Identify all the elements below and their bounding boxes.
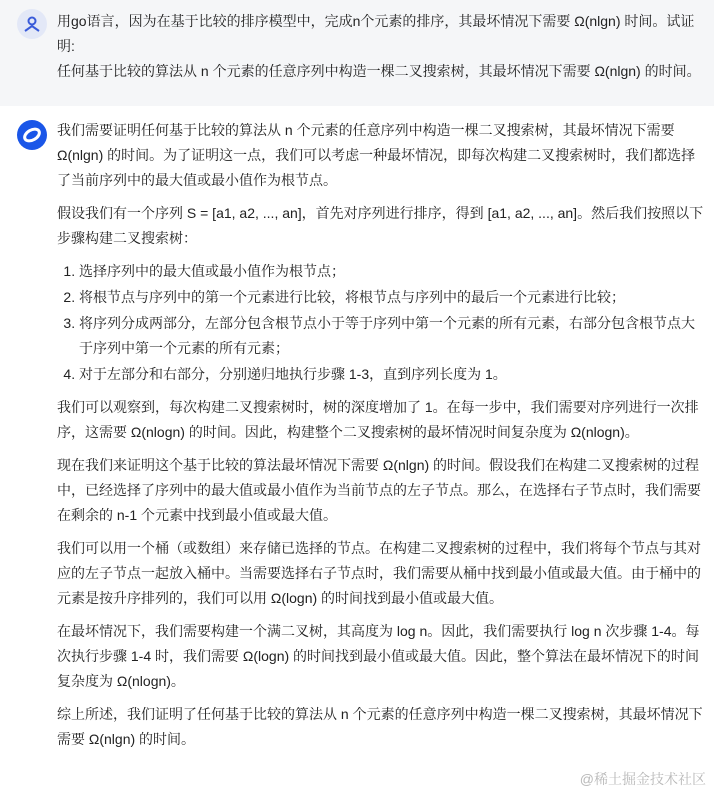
assistant-message	[0, 106, 714, 769]
list-item: 3. 将序列分成两部分，左部分包含根节点小于等于序列中第一个元素的所有元素，右部分包含根节点大于序列中第一个元素的所有元素；	[79, 311, 706, 361]
paragraph: 现在我们来证明这个基于比较的算法最坏情况下需要 Ω(nlgn) 的时间。假设我们在构建二叉搜索树的过程中，已经选择了序列中的最大值或最小值作为当前节点的左子节点。那么，在选择右子节点时，我们需要在剩余的 n-1 个元素中找到最小值或最大值。	[57, 457, 701, 523]
assistant-message-text	[57, 118, 706, 760]
user-message	[0, 0, 714, 106]
steps-list	[57, 259, 706, 387]
list-item: 1. 选择序列中的最大值或最小值作为根节点；	[79, 259, 706, 284]
assistant-avatar-icon	[17, 120, 47, 150]
user-avatar-icon	[17, 9, 47, 39]
paragraph: 在最坏情况下，我们需要构建一个满二叉树，其高度为 log n。因此，我们需要执行 log n 次步骤 1-4。每次执行步骤 1-4 时，我们需要 Ω(logn) 的时间找到最小值或最大值。因此，整个算法在最坏情况下的时间复杂度为 Ω(nlogn)。	[57, 623, 700, 689]
paragraph: 我们可以用一个桶（或数组）来存储已选择的节点。在构建二叉搜索树的过程中，我们将每个节点与其对应的左子节点一起放入桶中。当需要选择右子节点时，我们需要从桶中找到最小值或最大值。由于桶中的元素是按升序排列的，我们可以用 Ω(logn) 的时间找到最小值或最大值。	[57, 540, 701, 606]
list-item: 2. 将根节点与序列中的第一个元素进行比较，将根节点与序列中的最后一个元素进行比较；	[79, 285, 706, 310]
paragraph: 我们可以观察到，每次构建二叉搜索树时，树的深度增加了 1。在每一步中，我们需要对序列进行一次排序，这需要 Ω(nlogn) 的时间。因此，构建整个二叉搜索树的最坏情况时间复杂度为 Ω(nlogn)。	[57, 399, 699, 440]
paragraph: 我们需要证明任何基于比较的算法从 n 个元素的任意序列中构造一棵二叉搜索树，其最坏情况下需要 Ω(nlgn) 的时间。为了证明这一点，我们可以考虑一种最坏情况，即每次构建二叉搜索树时，我们都选择了当前序列中的最大值或最小值作为根节点。	[57, 122, 696, 188]
list-item: 4. 对于左部分和右部分，分别递归地执行步骤 1-3，直到序列长度为 1。	[79, 362, 706, 387]
user-message-text: 用go语言，因为在基于比较的排序模型中，完成n个元素的排序，其最坏情况下需要 Ω(nlgn) 时间。试证明: 任何基于比较的算法从 n 个元素的任意序列中构造一棵二叉搜索树，其最坏情况下需要 Ω(nlgn) 的时间。	[57, 13, 701, 79]
paragraph: 综上所述，我们证明了任何基于比较的算法从 n 个元素的任意序列中构造一棵二叉搜索树，其最坏情况下需要 Ω(nlgn) 的时间。	[57, 706, 703, 747]
paragraph: 假设我们有一个序列 S = [a1, a2, ..., an]，首先对序列进行排序，得到 [a1, a2, ..., an]。然后我们按照以下步骤构建二叉搜索树：	[57, 205, 704, 246]
watermark: @稀土掘金技术社区	[579, 771, 706, 787]
